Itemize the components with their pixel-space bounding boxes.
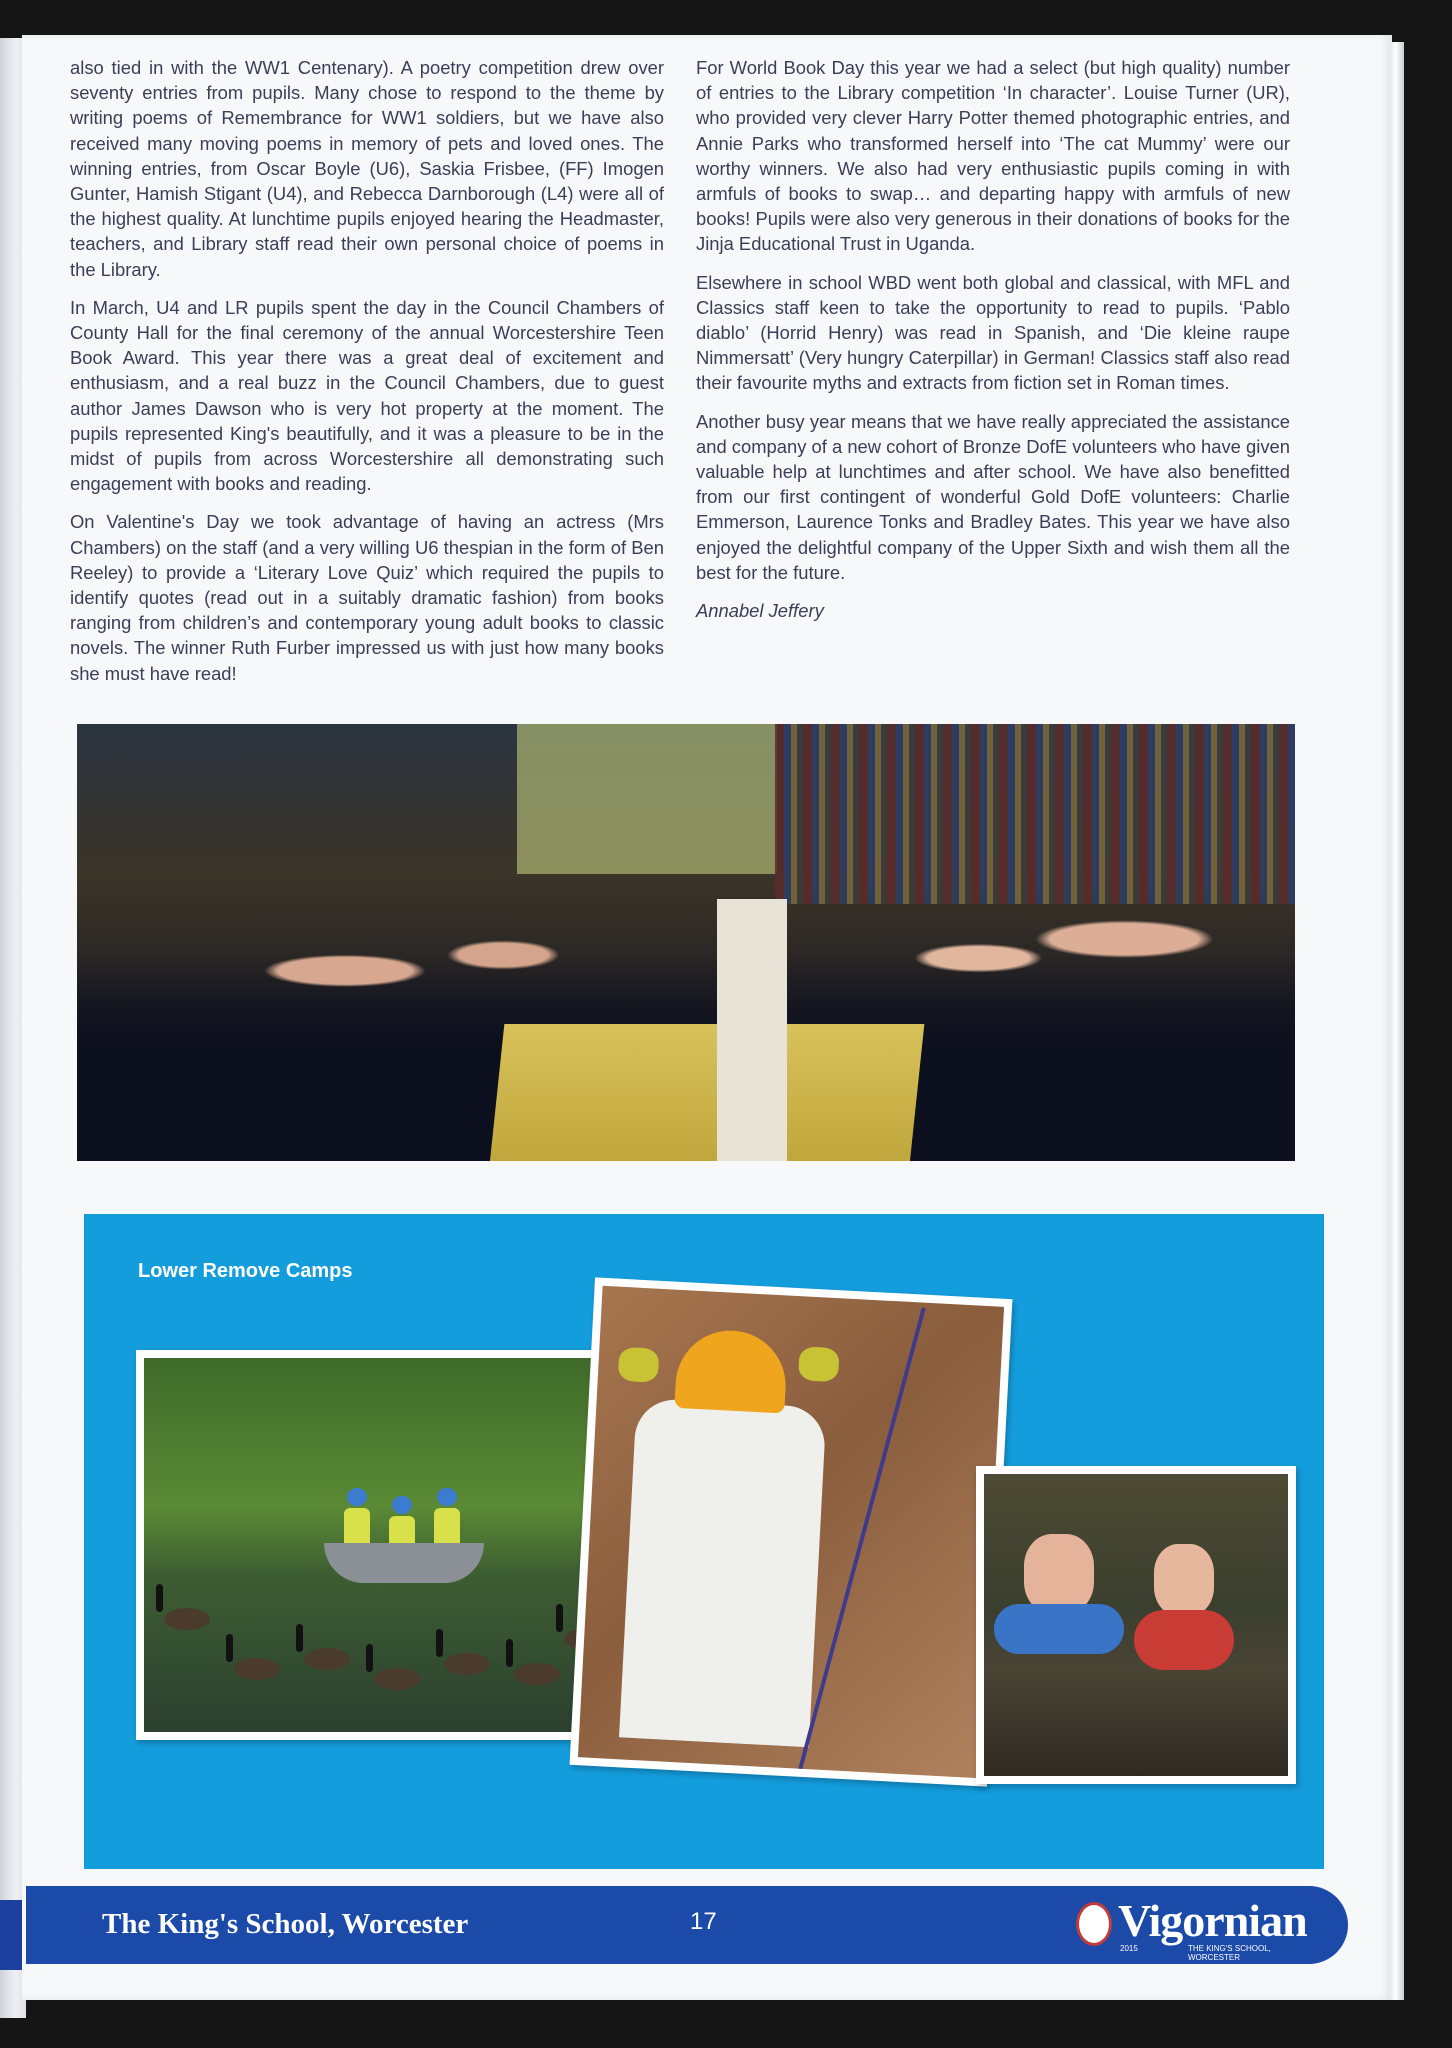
goose (234, 1658, 280, 1680)
page-footer (26, 1886, 1348, 1964)
boy-blue-shirt (1024, 1534, 1094, 1614)
climber (619, 1398, 827, 1747)
lower-remove-camps-panel (84, 1214, 1324, 1869)
left-paragraph-3: On Valentine's Day we took advantage of having an actress (Mrs Chambers) on the staff (and a very willing U6 thespian in the form of Ben Reeley) to provide a ‘Literary Love Quiz’ which required the pupils to identify quotes (read out in a suitably dramatic fashion) from books ranging from children’s and contemporary young adult books to classic novels. The winner Ruth Furber impressed us with just how many books she must have read! (70, 511, 664, 684)
river-swim-photo (976, 1466, 1296, 1784)
author-signature: Annabel Jeffery (696, 600, 824, 622)
left-paragraph-1: also tied in with the WW1 Centenary). A poetry competition drew over seventy entries from pupils. Many chose to respond to the theme by writing poems of Remembrance for WW1 soldiers, but we have also received many moving poems in memory of pets and loved ones. The winning entries, from Oscar Boyle (U6), Saskia Frisbee, (FF) Imogen Gunter, Hamish Stigant (U4), and Rebecca Darnborough (L4) were all of the highest quality. At lunchtime pupils enjoyed hearing the Headmaster, teachers, and Library staff read their own personal choice of poems in the Library. (70, 57, 664, 280)
right-paragraph-3: Another busy year means that we have really appreciated the assistance and company of a new cohort of Bronze DofE volunteers who have given valuable help at lunchtimes and after school. We have also benefitted from our first contingent of wonderful Gold DofE volunteers: Charlie Emmerson, Laurence Tonks and Bradley Bates. This year we have also enjoyed the delightful company of the Upper Sixth and wish them all the best for the future. (696, 410, 1290, 583)
article-right-column (696, 55, 1290, 636)
goose (304, 1648, 350, 1670)
logo-year: 2015 (1120, 1944, 1138, 1953)
canoe (324, 1543, 484, 1583)
climbing-hold (618, 1347, 660, 1383)
goose (164, 1608, 210, 1630)
boy-red-shirt (1154, 1544, 1214, 1616)
vigornian-logo (1076, 1895, 1316, 1962)
library-group-photo (77, 724, 1295, 1161)
canoe-photo-image (144, 1358, 628, 1732)
logo-subtitle: THE KING'S SCHOOL, WORCESTER (1188, 1944, 1271, 1962)
canoe-photo (136, 1350, 636, 1740)
paddler (434, 1508, 460, 1548)
climbing-helmet (674, 1328, 788, 1414)
camps-title: Lower Remove Camps (138, 1260, 353, 1282)
climbing-photo-image (578, 1286, 1004, 1778)
right-paragraph-2: Elsewhere in school WBD went both global and classical, with MFL and Classics staff keen to take the opportunity to read to pupils. ‘Pablo diablo’ (Horrid Henry) was read in Spanish, and ‘Die kleine raupe Nimmersatt’ (Very hungry Caterpillar) in German! Classics staff also read their favourite myths and extracts from fiction set in Roman times. (696, 271, 1290, 394)
climbing-hold (798, 1346, 840, 1382)
goose (514, 1663, 560, 1685)
climbing-photo (570, 1277, 1013, 1786)
article-left-column (70, 55, 664, 699)
left-paragraph-2: In March, U4 and LR pupils spent the day in the Council Chambers of County Hall for the final ceremony of the annual Worcestershire Teen Book Award. This year there was a great deal of excitement and enthusiasm, and a real buzz in the Council Chambers, due to guest author James Dawson who is very hot property at the moment. The pupils represented King's beautifully, and it was a pleasure to be in the midst of pupils from across Worcestershire all demonstrating such engagement with books and reading. (70, 296, 664, 495)
goose (444, 1653, 490, 1675)
paddler (344, 1508, 370, 1548)
page-number: 17 (690, 1908, 717, 1935)
logo-wordmark: Vigornian (1118, 1895, 1307, 1946)
river-swim-photo-image (984, 1474, 1288, 1776)
school-name: The King's School, Worcester (102, 1908, 469, 1940)
table-divider (717, 899, 787, 1161)
page-edge (1390, 42, 1404, 2000)
school-crest-icon (1076, 1902, 1112, 1946)
goose (374, 1668, 420, 1690)
library-table (490, 1024, 925, 1161)
right-paragraph-1: For World Book Day this year we had a select (but high quality) number of entries to the Library competition ‘In character’. Louise Turner (UR), who provided very clever Harry Potter themed photographic entries, and Annie Parks who transformed herself into ‘The cat Mummy’ were our worthy winners. We also had very enthusiastic pupils coming in with armfuls of books to swap… and departing happy with armfuls of new books! Pupils were also very generous in their donations of books for the Jinja Educational Trust in Uganda. (696, 57, 1290, 255)
